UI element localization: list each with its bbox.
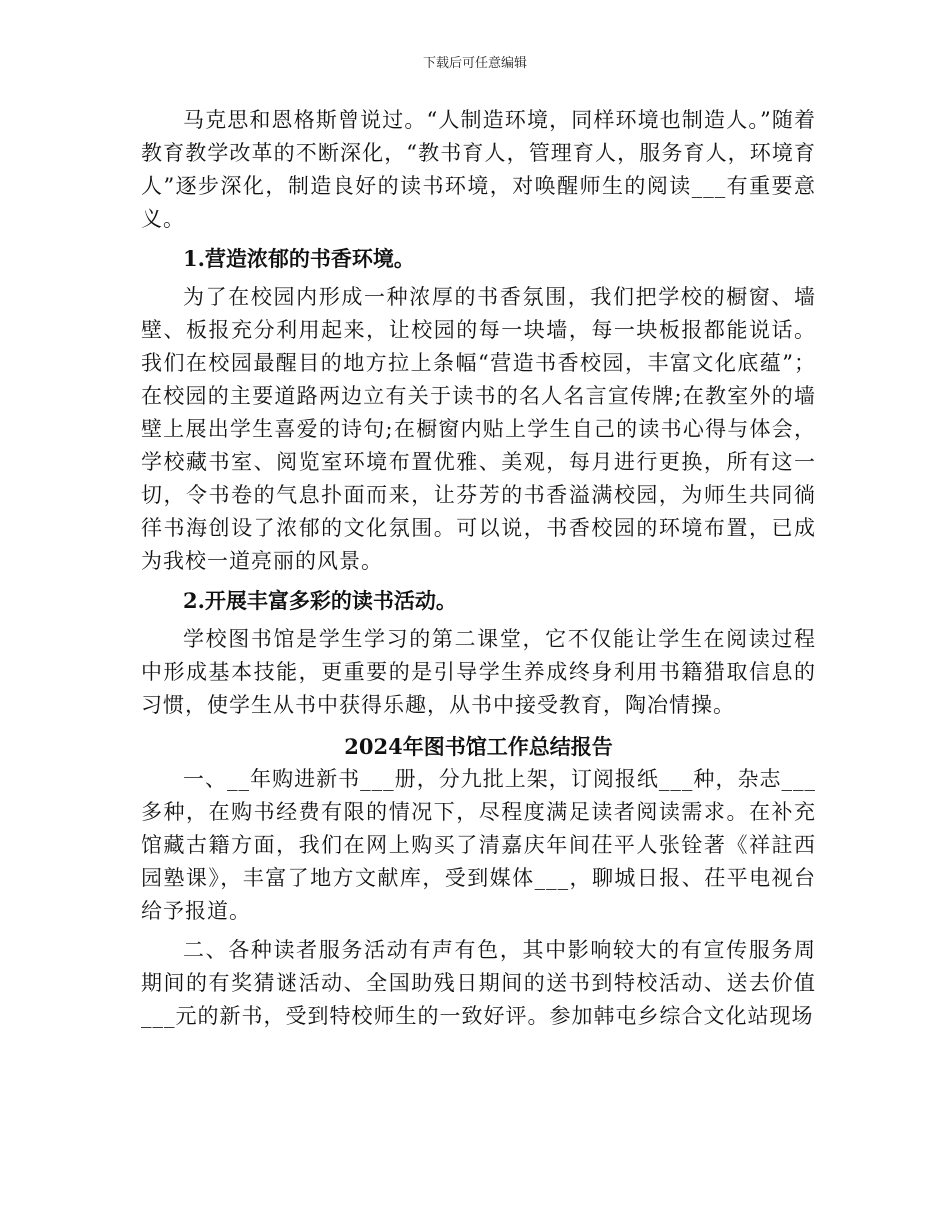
report-paragraph-1: 一、__年购进新书___册，分九批上架，订阅报纸___种，杂志___多种，在购书经费有限的情况下，尽程度满足读者阅读需求。在补充馆藏古籍方面，我们在网上购买了清嘉庆年间茌平人张铨著《祥註西园塾课》，丰富了地方文献库，受到媒体___，聊城日报、茌平电视台给予报道。 xyxy=(141,767,816,923)
report-title: 2024年图书馆工作总结报告 xyxy=(344,734,613,759)
report-paragraph-2: 二、各种读者服务活动有声有色，其中影响较大的有宣传服务周期间的有奖猜谜活动、全国助残日期间的送书到特校活动、送去价值___元的新书，受到特校师生的一致好评。参加韩屯乡综合文化站现场 xyxy=(141,938,816,1028)
activities-paragraph: 学校图书馆是学生学习的第二课堂，它不仅能让学生在阅读过程中形成基本技能，更重要的是引导学生养成终身利用书籍猎取信息的习惯，使学生从书中获得乐趣，从书中接受教育，陶冶情操。 xyxy=(141,627,816,717)
intro-paragraph: 马克思和恩格斯曾说过。“人制造环境，同样环境也制造人。”随着教育教学改革的不断深化，“教书育人，管理育人，服务育人，环境育人”逐步深化，制造良好的读书环境，对唤醒师生的阅读___有重要意义。 xyxy=(141,108,816,231)
section-heading-2: 2.开展丰富多彩的读书活动。 xyxy=(183,588,457,613)
page-header: 下载后可任意编辑 xyxy=(422,56,527,71)
document-body xyxy=(141,104,816,1039)
environment-paragraph: 为了在校园内形成一种浓厚的书香氛围，我们把学校的橱窗、墙壁、板报充分利用起来，让校园的每一块墙，每一块板报都能说话。我们在校园最醒目的地方拉上条幅“营造书香校园，丰富文化底蕴”；在校园的主要道路两边立有关于读书的名人名言宣传牌;在教室外的墙壁上展出学生喜爱的诗句;在橱窗内贴上学生自己的读书心得与体会，学校藏书室、阅览室环境布置优雅、美观，每月进行更换，所有这一切，令书卷的气息扑面而来，让芬芳的书香溢满校园，为师生共同徜徉书海创设了浓郁的文化氛围。可以说，书香校园的环境布置，已成为我校一道亮丽的风景。 xyxy=(141,285,816,573)
section-heading-1: 1.营造浓郁的书香环境。 xyxy=(183,246,415,271)
